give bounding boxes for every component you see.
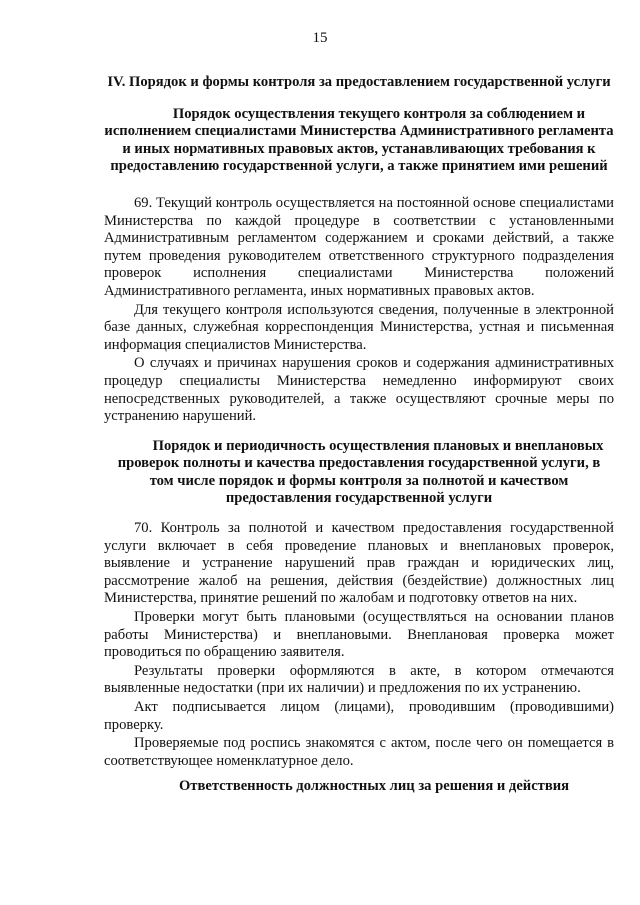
subsection-2-title: Порядок и периодичность осуществления плановых и внеплановых проверок полноты и качества предоставления государственной услуги, в том числе порядок и формы контроля за полнотой и качеством предоставления государственной услуги [117,437,604,507]
paragraph-70: 70. Контроль за полнотой и качеством предоставления государственной услуги включает в себя проведение плановых и внеплановых проверок, выявление и устранение нарушений прав граждан и юридических лиц, рассмотрение жалоб на решения, действия (бездействие) должностных лиц Министерства, принятие решений по жалобам и подготовку ответов на них. [104,520,614,607]
paragraph-current-control-sources: Для текущего контроля используются сведения, полученные в электронной базе данных, служебная корреспонденция Министерства, устная и письменная информация специалистов Министерства. [104,301,614,353]
paragraph-inspection-results: Результаты проверки оформляются в акте, в котором отмечаются выявленные недостатки (при их наличии) и предложения по их устранению. [104,662,614,697]
section-title: IV. Порядок и формы контроля за предоставлением государственной услуги [107,74,611,90]
paragraph-69: 69. Текущий контроль осуществляется на постоянной основе специалистами Министерства по каждой процедуре в соответствии с установленными Административным регламентом содержанием и сроками действий, а также путем проведения руководителем ответственного структурного подразделения проверок исполнения специалистами Министерства положений Административного регламента, иных нормативных правовых актов. [104,194,614,299]
paragraph-act-signing: Акт подписывается лицом (лицами), проводившим (проводившими) проверку. [104,699,614,733]
paragraph-inspection-types: Проверки могут быть плановыми (осуществляться на основании планов работы Министерства) и внеплановыми. Внеплановая проверка может проводиться по обращению заявителя. [104,609,614,661]
paragraph-act-acknowledgement: Проверяемые под роспись знакомятся с актом, после чего он помещается в соответствующее номенклатурное дело. [104,735,614,769]
paragraph-violations-reporting: О случаях и причинах нарушения сроков и содержания административных процедур специалисты Министерства немедленно информируют своих непосредственных руководителей, а также осуществляют срочные меры по устранению нарушений. [104,355,614,425]
page-content [104,74,614,796]
subsection-1-title: Порядок осуществления текущего контроля за соблюдением и исполнением специалистами Министерства Административного регламента и иных нормативных правовых актов, устанавливающих требования к предоставлению государственной услуги, а также принятием ими решений [104,105,614,175]
page-number: 15 [312,30,328,46]
subsection-3-title: Ответственность должностных лиц за решения и действия [178,778,570,795]
